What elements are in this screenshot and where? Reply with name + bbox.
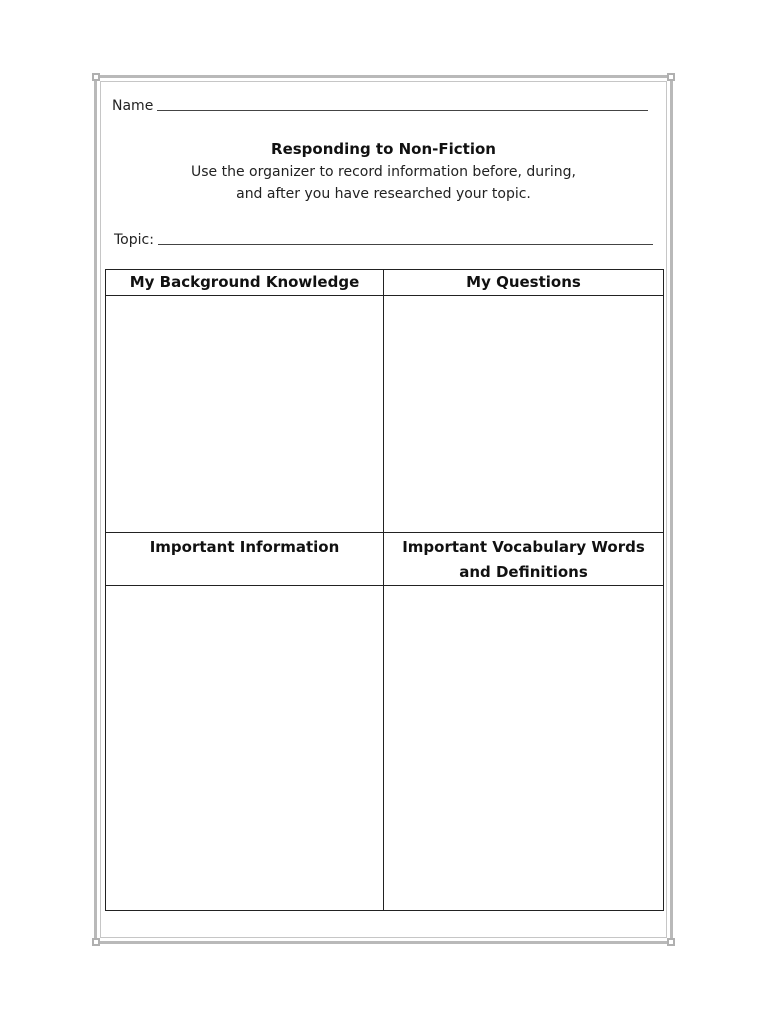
background-knowledge-box[interactable]	[106, 296, 384, 533]
name-field[interactable]	[112, 94, 648, 114]
vocabulary-box[interactable]	[384, 586, 664, 911]
vocabulary-label-line-1: Important Vocabulary Words	[402, 538, 645, 556]
background-knowledge-label: My Background Knowledge	[129, 273, 360, 291]
topic-label: Topic:	[114, 232, 154, 248]
instructions-line-2: and after you have researched your topic.	[236, 186, 531, 202]
corner-ornament-bottom-left	[92, 938, 100, 946]
important-information-header	[106, 533, 384, 586]
questions-header	[384, 270, 664, 296]
worksheet-title: Responding to Non-Fiction	[271, 140, 496, 158]
topic-blank-line[interactable]	[158, 243, 653, 245]
questions-box[interactable]	[384, 296, 664, 533]
vocabulary-label-line-2: and Definitions	[459, 563, 588, 581]
name-blank-line[interactable]	[157, 109, 648, 111]
corner-ornament-top-right	[667, 73, 675, 81]
questions-label: My Questions	[466, 273, 581, 291]
important-information-label: Important Information	[149, 538, 340, 556]
corner-ornament-bottom-right	[667, 938, 675, 946]
name-label: Name	[112, 98, 154, 114]
background-knowledge-header	[106, 270, 384, 296]
topic-field[interactable]	[114, 228, 653, 248]
graphic-organizer	[105, 269, 664, 911]
important-information-box[interactable]	[106, 586, 384, 911]
vocabulary-header	[384, 533, 664, 586]
corner-ornament-top-left	[92, 73, 100, 81]
instructions-line-1: Use the organizer to record information before, during,	[191, 164, 576, 180]
